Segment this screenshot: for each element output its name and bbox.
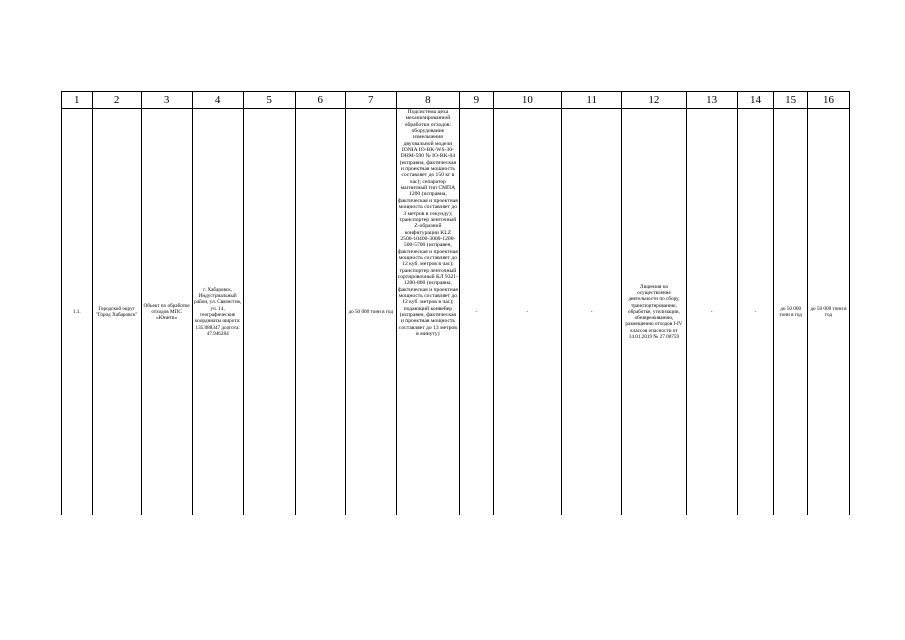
column-number: 3 xyxy=(141,92,192,109)
column-number: 4 xyxy=(192,92,243,109)
table-row xyxy=(62,109,850,516)
column-number: 9 xyxy=(460,92,494,109)
column-number: 2 xyxy=(92,92,141,109)
column-number: 12 xyxy=(622,92,686,109)
equipment-description-cell: Подсистема цеха механизированной обработки отходов: оборудование измельчения двухвальной модели IONIA IO-BK-WS-30-DHM-590 № IO-RK-04 (исправна, фактическая и проектная мощность составляет до 150 кг в час); сепаратор магнитный тип СМПА 1200 (исправна, фактическая и проектная мощность составляет до 3 метров в секунду); транспортер ленточный Z-образной конфигурации KLZ 2500-10400-3000-1200-500-5700 (исправен, фактическая и проектная мощность составляет до 12 куб. метров в час); транспортер ленточный сортировочный КЛ 9321-1200-800 (исправна, фактическая и проектная мощность составляет до 12 куб. метров в час); подающий конвейер (исправен, фактическая и проектная мощность составляет до 13 метров в минуту) xyxy=(396,109,459,516)
column-number: 10 xyxy=(493,92,561,109)
location-cell: г. Хабаровск, Индустриальный район, ул. Связистов, уч. 14, географические координаты широта: 135.088347 долгота: 47.946284 xyxy=(192,109,243,516)
row-number: 1.1. xyxy=(62,109,93,516)
dash-cell: - xyxy=(493,109,561,516)
column-number: 11 xyxy=(562,92,622,109)
facility-name-cell: Объект по обработке отходов МПС «Юнити» xyxy=(141,109,192,516)
capacity-cell: до 50 000 тонн в год xyxy=(774,109,808,516)
capacity-cell: до 50 000 тонн в год xyxy=(808,109,850,516)
empty-cell xyxy=(243,109,295,516)
license-cell: Лицензия на осуществление деятельности по сбору, транспортированию, обработке, утилизации, обезвреживанию, размещению отходов I-IV классов опасности от 14.01.2019 № 27 00759 xyxy=(622,109,686,516)
column-number-row xyxy=(62,92,850,109)
column-number: 15 xyxy=(774,92,808,109)
registry-table xyxy=(61,91,850,515)
dash-cell: - xyxy=(562,109,622,516)
column-number: 16 xyxy=(808,92,850,109)
column-number: 8 xyxy=(396,92,459,109)
column-number: 14 xyxy=(737,92,774,109)
dash-cell: - xyxy=(460,109,494,516)
column-number: 6 xyxy=(295,92,345,109)
column-number: 13 xyxy=(686,92,737,109)
municipality-cell: Городской округ "Город Хабаровск" xyxy=(92,109,141,516)
dash-cell: - xyxy=(686,109,737,516)
column-number: 1 xyxy=(62,92,93,109)
capacity-cell: до 50 000 тонн в год xyxy=(345,109,396,516)
dash-cell: - xyxy=(737,109,774,516)
column-number: 7 xyxy=(345,92,396,109)
empty-cell xyxy=(295,109,345,516)
column-number: 5 xyxy=(243,92,295,109)
